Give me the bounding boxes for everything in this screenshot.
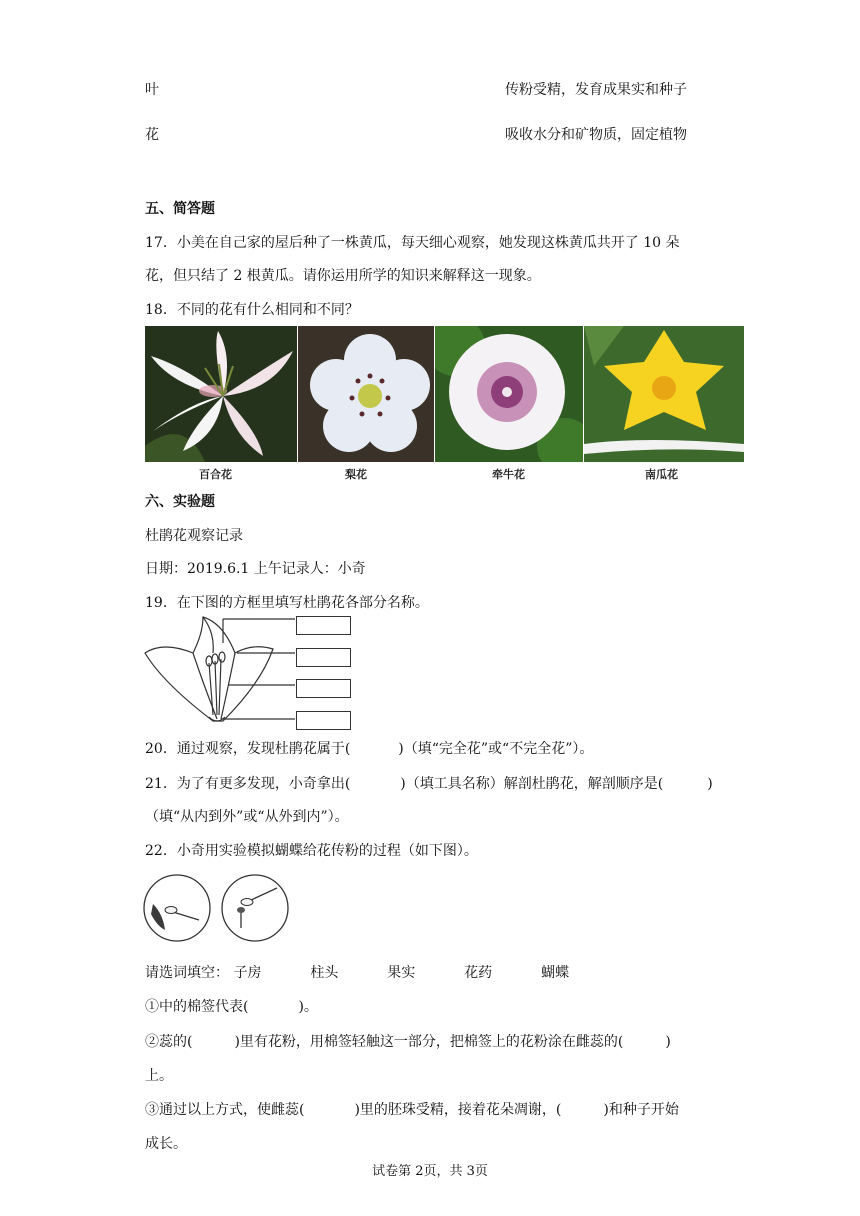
question-22: 22．小奇用实验模拟蝴蝶给花传粉的过程（如下图）。 [145, 843, 478, 859]
sub-question-3-text-c: )和种子开始 [603, 1102, 679, 1118]
question-21-text-a: 21．为了有更多发现，小奇拿出( [145, 776, 351, 792]
sub-question-1 [145, 996, 318, 1016]
pumpkin-flower-photo [584, 326, 744, 462]
record-title: 杜鹃花观察记录 [145, 528, 243, 544]
swab-diagrams [143, 874, 291, 946]
section-six-title: 六、实验题 [145, 494, 215, 510]
sub-question-2-text-b: )里有花粉，用棉签轻触这一部分，把棉签上的花粉涂在雌蕊的( [234, 1034, 624, 1050]
sub-question-1-text-a: ①中的棉签代表( [145, 999, 249, 1015]
flower-photo-strip [145, 326, 744, 462]
sub-question-2-text-a: ②蕊的( [145, 1034, 193, 1050]
sub-question-3-line2: 成长。 [145, 1136, 187, 1152]
question-21-line1 [145, 773, 713, 793]
match-right-absorb: 吸收水分和矿物质，固定植物 [505, 127, 687, 143]
question-21-line2: （填“从内到外”或“从外到内”）。 [145, 809, 349, 825]
sub-question-1-text-b: )。 [298, 999, 318, 1015]
caption-morning-glory: 牵牛花 [492, 468, 525, 481]
word-bank [145, 962, 569, 982]
question-21-text-c: ) [707, 776, 713, 792]
question-20 [145, 738, 593, 758]
section-five-title: 五、简答题 [145, 201, 215, 217]
caption-lily: 百合花 [199, 468, 232, 481]
morning-glory-photo [435, 326, 583, 462]
sub-question-3-text-a: ③通过以上方式，使雌蕊( [145, 1102, 305, 1118]
word-bank-choice: 蝴蝶 [541, 965, 570, 981]
sub-question-2-line2: 上。 [145, 1068, 173, 1084]
sub-question-2-line1 [145, 1031, 671, 1051]
label-box-4[interactable] [296, 711, 351, 730]
word-bank-choice: 果实 [387, 965, 416, 981]
question-17-line2: 花，但只结了 2 根黄瓜。请你运用所学的知识来解释这一现象。 [145, 268, 541, 284]
page-footer: 试卷第 2页，共 3页 [372, 1164, 488, 1179]
match-right-pollination: 传粉受精，发育成果实和种子 [505, 82, 687, 98]
sub-question-2-text-c: ) [665, 1034, 671, 1050]
label-box-2[interactable] [296, 648, 351, 667]
word-bank-choice: 柱头 [310, 965, 339, 981]
word-bank-choice: 花药 [464, 965, 493, 981]
word-bank-label: 请选词填空： [145, 965, 229, 981]
match-left-flower: 花 [145, 127, 159, 143]
label-box-3[interactable] [296, 679, 351, 698]
sub-question-3-text-b: )里的胚珠受精，接着花朵凋谢，( [354, 1102, 562, 1118]
sub-question-3-line1 [145, 1099, 679, 1119]
question-17-line1: 17．小美在自己家的屋后种了一株黄瓜，每天细心观察，她发现这株黄瓜共开了 10 朵 [145, 235, 680, 251]
match-left-leaf: 叶 [145, 82, 159, 98]
label-box-1[interactable] [296, 616, 351, 635]
question-21-text-b: )（填工具名称）解剖杜鹃花，解剖顺序是( [400, 776, 664, 792]
word-bank-choice: 子房 [233, 965, 262, 981]
caption-pumpkin: 南瓜花 [645, 468, 678, 481]
record-meta: 日期：2019.6.1 上午记录人：小奇 [145, 561, 366, 577]
question-20-text-a: 20．通过观察，发现杜鹃花属于( [145, 741, 351, 757]
pear-photo [298, 326, 434, 462]
caption-pear: 梨花 [345, 468, 367, 481]
lily-photo [145, 326, 297, 462]
question-19: 19．在下图的方框里填写杜鹃花各部分名称。 [145, 595, 429, 611]
question-20-text-b: )（填“完全花”或“不完全花”）。 [398, 741, 594, 757]
question-18: 18．不同的花有什么相同和不同？ [145, 302, 359, 318]
